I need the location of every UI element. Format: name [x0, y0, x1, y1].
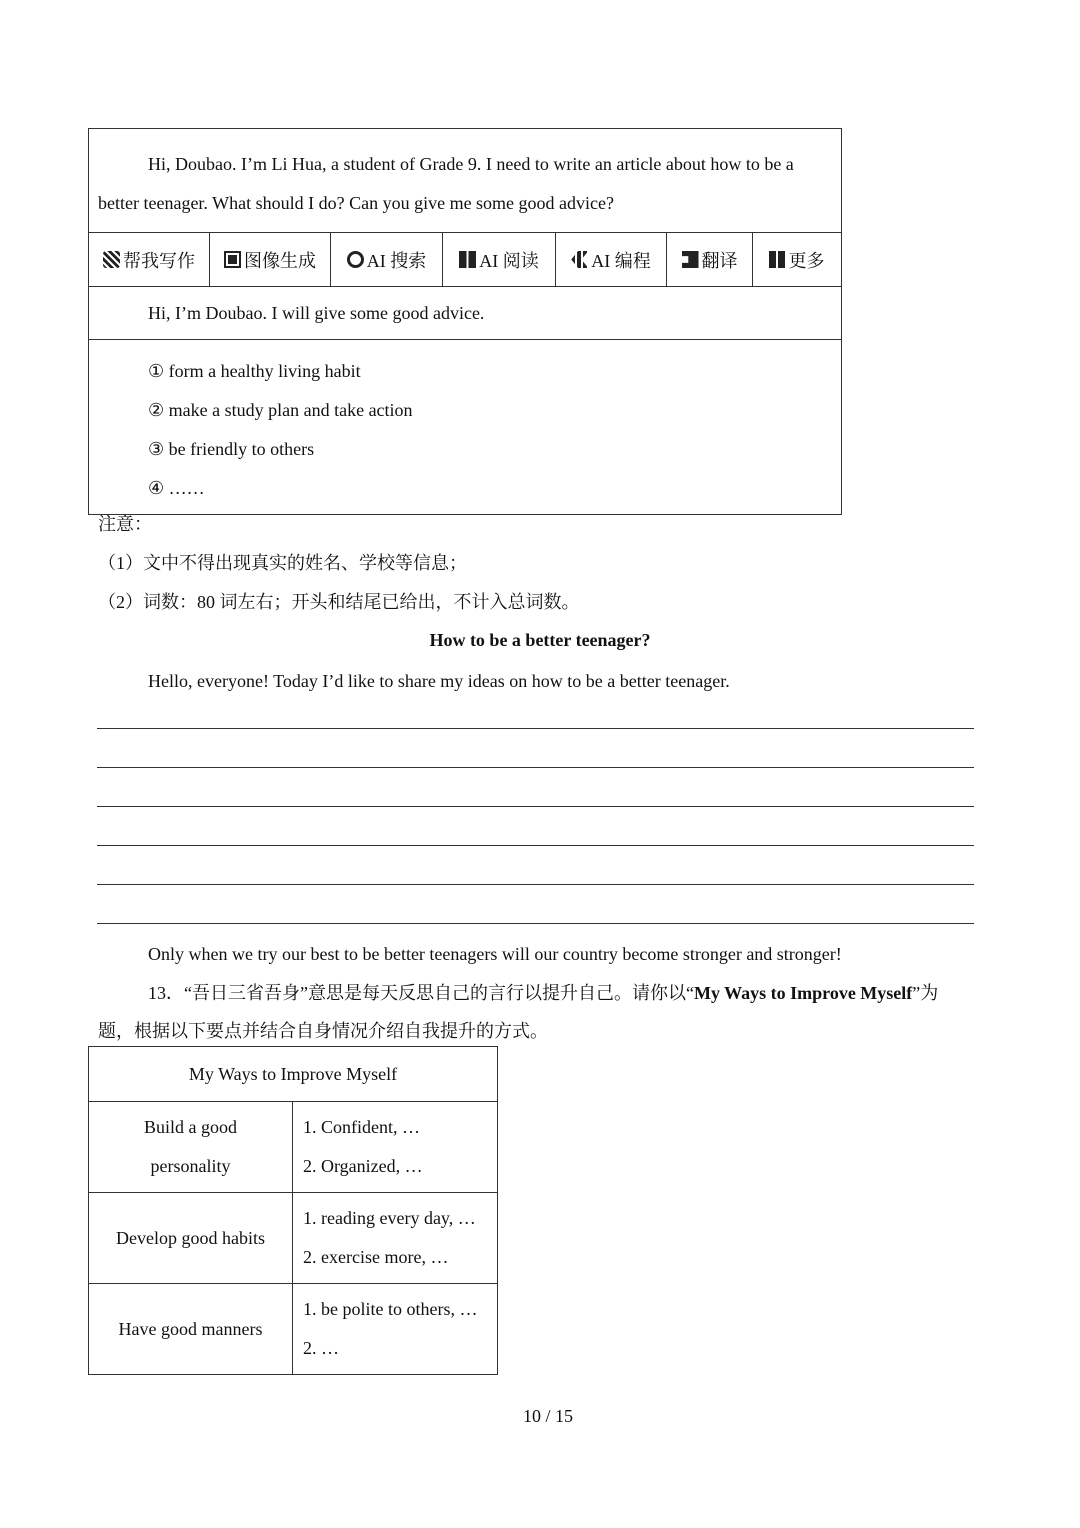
essay-opening: Hello, everyone! Today I’d like to share my ideas on how to be a better teenager.	[148, 671, 730, 691]
advice-item: ③ be friendly to others	[148, 439, 315, 459]
q13-prompt: 13．“吾日三省吾身”意思是每天反思自己的言行以提升自己。请你以“My Ways to Improve Myself”为	[148, 983, 939, 1003]
ways-table	[88, 1046, 498, 1375]
search-icon	[347, 251, 364, 268]
table-row	[89, 1193, 498, 1284]
code-icon	[571, 251, 588, 268]
image-icon	[224, 251, 241, 268]
advice-item: ① form a healthy living habit	[148, 361, 361, 381]
pen-icon	[103, 251, 120, 268]
note-item: （2）词数：80 词左右；开头和结尾已给出，不计入总词数。	[98, 592, 580, 612]
writing-line[interactable]	[97, 845, 974, 846]
tool-more[interactable]: 更多	[753, 233, 840, 286]
advice-item: ④ ……	[148, 478, 205, 498]
tool-ai-search[interactable]: AI 搜索	[331, 233, 443, 286]
user-question: Hi, Doubao. I’m Li Hua, a student of Grade 9. I need to write an article about how to be a better teenager. What should I do? Can you give me some good advice?	[89, 129, 841, 233]
writing-line[interactable]	[97, 923, 974, 924]
page-number: 10 / 15	[522, 1406, 573, 1426]
book-icon	[459, 251, 476, 268]
table-row	[89, 1284, 498, 1375]
writing-line[interactable]	[97, 806, 974, 807]
advice-item: ② make a study plan and take action	[148, 400, 413, 420]
tool-ai-read[interactable]: AI 阅读	[443, 233, 556, 286]
writing-line[interactable]	[97, 728, 974, 729]
tool-ai-code[interactable]: AI 编程	[556, 233, 667, 286]
essay-title: How to be a better teenager?	[429, 630, 651, 650]
more-icon	[769, 251, 786, 268]
tool-bar	[89, 233, 841, 287]
advice-list	[89, 340, 841, 514]
row-tips: 1. be polite to others, … 2. …	[293, 1284, 498, 1375]
note-item: （1）文中不得出现真实的姓名、学校等信息；	[98, 553, 467, 573]
translate-icon	[682, 251, 699, 268]
row-label: Build a good personality	[89, 1102, 293, 1193]
doubao-reply: Hi, I’m Doubao. I will give some good advice.	[89, 287, 841, 340]
doubao-chat-box	[88, 128, 842, 515]
tool-image-gen[interactable]: 图像生成	[210, 233, 331, 286]
row-label: Develop good habits	[89, 1193, 293, 1284]
row-tips: 1. Confident, … 2. Organized, …	[293, 1102, 498, 1193]
tool-translate[interactable]: 翻译	[667, 233, 753, 286]
writing-line[interactable]	[97, 884, 974, 885]
ways-table-header: My Ways to Improve Myself	[89, 1047, 498, 1102]
essay-closing: Only when we try our best to be better teenagers will our country become stronger and stronger!	[148, 944, 842, 964]
q13-prompt-line2: 题，根据以下要点并结合自身情况介绍自我提升的方式。	[98, 1021, 548, 1041]
tool-write[interactable]: 帮我写作	[89, 233, 210, 286]
row-tips: 1. reading every day, … 2. exercise more, …	[293, 1193, 498, 1284]
writing-line[interactable]	[97, 767, 974, 768]
row-label: Have good manners	[89, 1284, 293, 1375]
notes-heading: 注意：	[98, 514, 152, 534]
table-row	[89, 1102, 498, 1193]
